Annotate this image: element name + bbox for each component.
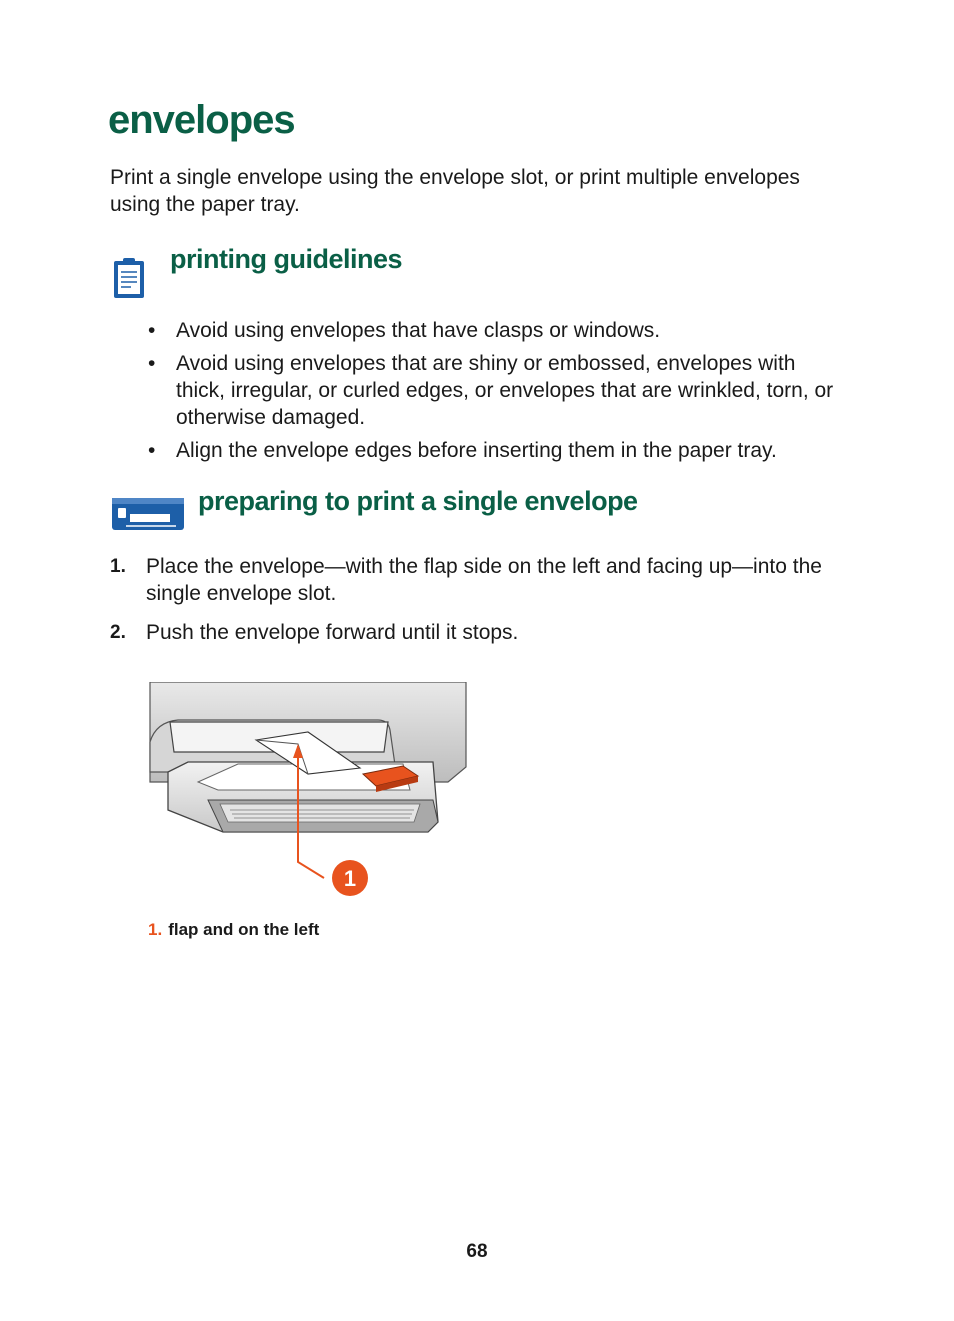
clipboard-icon	[112, 256, 146, 300]
envelope-tray-icon	[110, 496, 186, 532]
printing-guidelines-heading: printing guidelines	[170, 244, 402, 274]
list-item: • Align the envelope edges before inserting them in the paper tray.	[148, 439, 777, 462]
page-number: 68	[466, 1241, 488, 1262]
guidelines-list	[148, 317, 848, 470]
callout-label: 1	[343, 866, 357, 891]
list-item: • Avoid using envelopes that have clasps or windows.	[148, 319, 661, 342]
caption-text: flap and on the left	[168, 920, 320, 939]
page-title: envelopes	[108, 98, 295, 142]
caption-number: 1.	[148, 920, 163, 939]
single-envelope-heading: preparing to print a single envelope	[198, 486, 638, 516]
step-item: 2. Push the envelope forward until it stops.	[110, 621, 519, 644]
intro-paragraph: Print a single envelope using the envelope slot, or print multiple envelopes using the paper tray.	[110, 166, 800, 216]
printer-envelope-illustration	[148, 682, 470, 897]
steps-list	[110, 553, 850, 658]
figure-caption	[148, 920, 319, 940]
step-item: 1. Place the envelope—with the flap side on the left and facing up—into the single envelope slot.	[110, 555, 822, 605]
list-item: • Avoid using envelopes that are shiny or embossed, envelopes with thick, irregular, or curled edges, or envelopes that are wrinkled, torn, or otherwise damaged.	[148, 352, 834, 429]
